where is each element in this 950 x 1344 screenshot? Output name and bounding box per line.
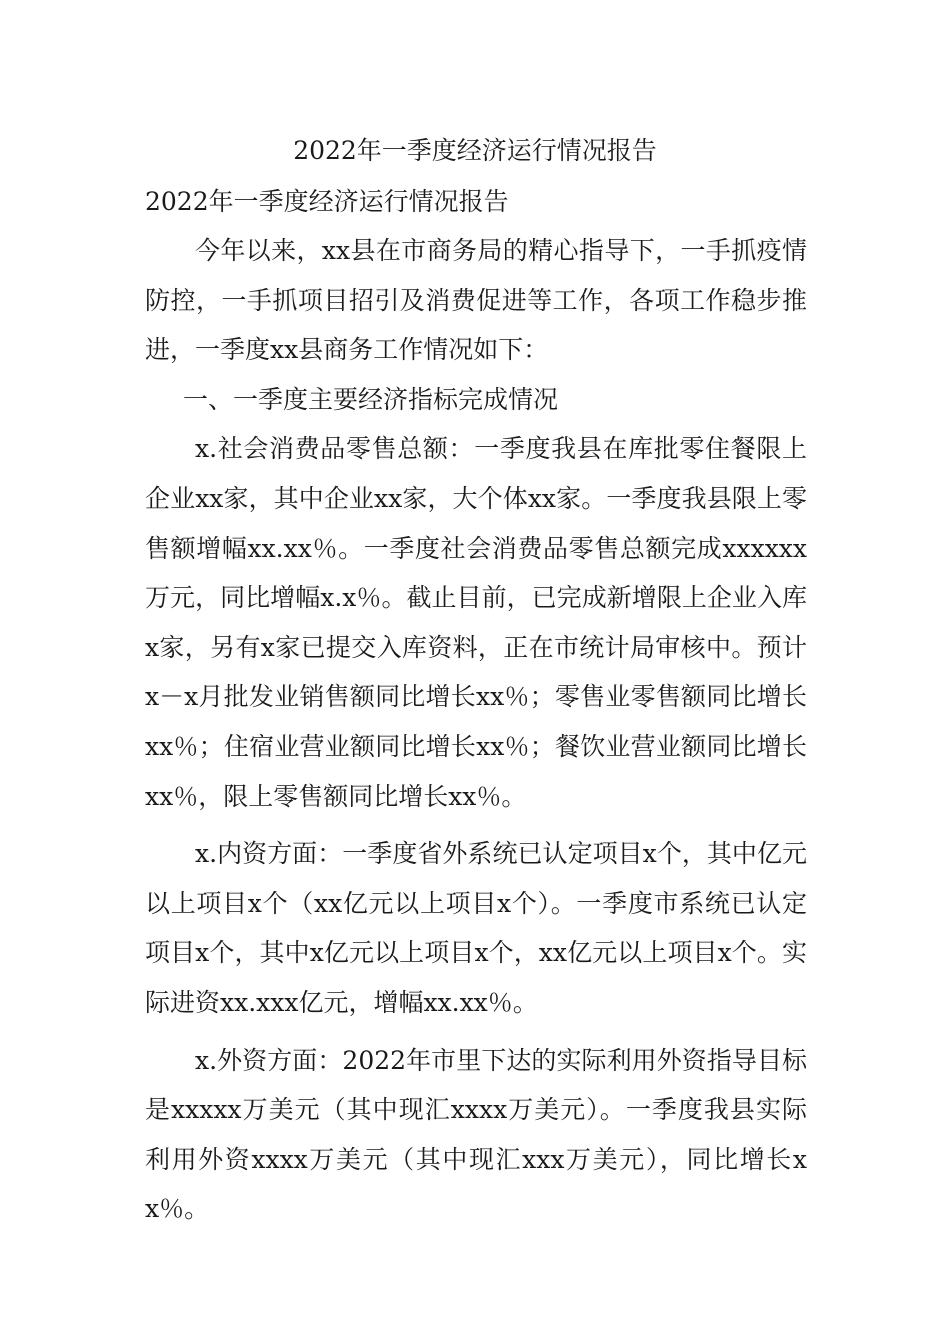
paragraph-retail: x.社会消费品零售总额：一季度我县在库批零住餐限上企业xx家，其中企业xx家，大个体xx家。一季度我县限上零售额增幅xx.xx％。一季度社会消费品零售总额完成xxxxxx万元，同比增幅x.x％。截止目前，已完成新增限上企业入库x家，另有x家已提交入库资料，正在市统计局审核中。预计x－x月批发业销售额同比增长xx％；零售业零售额同比增长xx％；住宿业营业额同比增长xx％；餐饮业营业额同比增长xx％，限上零售额同比增长xx％。 (145, 434, 807, 811)
paragraph-intro: 今年以来，xx县在市商务局的精心指导下，一手抓疫情防控，一手抓项目招引及消费促进等工作，各项工作稳步推进，一季度xx县商务工作情况如下： (145, 236, 807, 365)
section-heading: 一、一季度主要经济指标完成情况 (183, 384, 559, 414)
document-body (145, 226, 807, 1234)
paragraph-foreign-investment: x.外资方面：2022年市里下达的实际利用外资指导目标是xxxxx万美元（其中现汇xxxx万美元）。一季度我县实际利用外资xxxx万美元（其中现汇xxx万美元），同比增长xx％。 (145, 1045, 807, 1224)
paragraph-domestic-investment: x.内资方面：一季度省外系统已认定项目x个，其中亿元以上项目x个（xx亿元以上项目x个）。一季度市系统已认定项目x个，其中x亿元以上项目x个，xx亿元以上项目x个。实际进资xx.xxx亿元，增幅xx.xx％。 (145, 839, 807, 1017)
document-title: 2022年一季度经济运行情况报告 (293, 136, 657, 165)
document-subtitle: 2022年一季度经济运行情况报告 (145, 187, 509, 216)
